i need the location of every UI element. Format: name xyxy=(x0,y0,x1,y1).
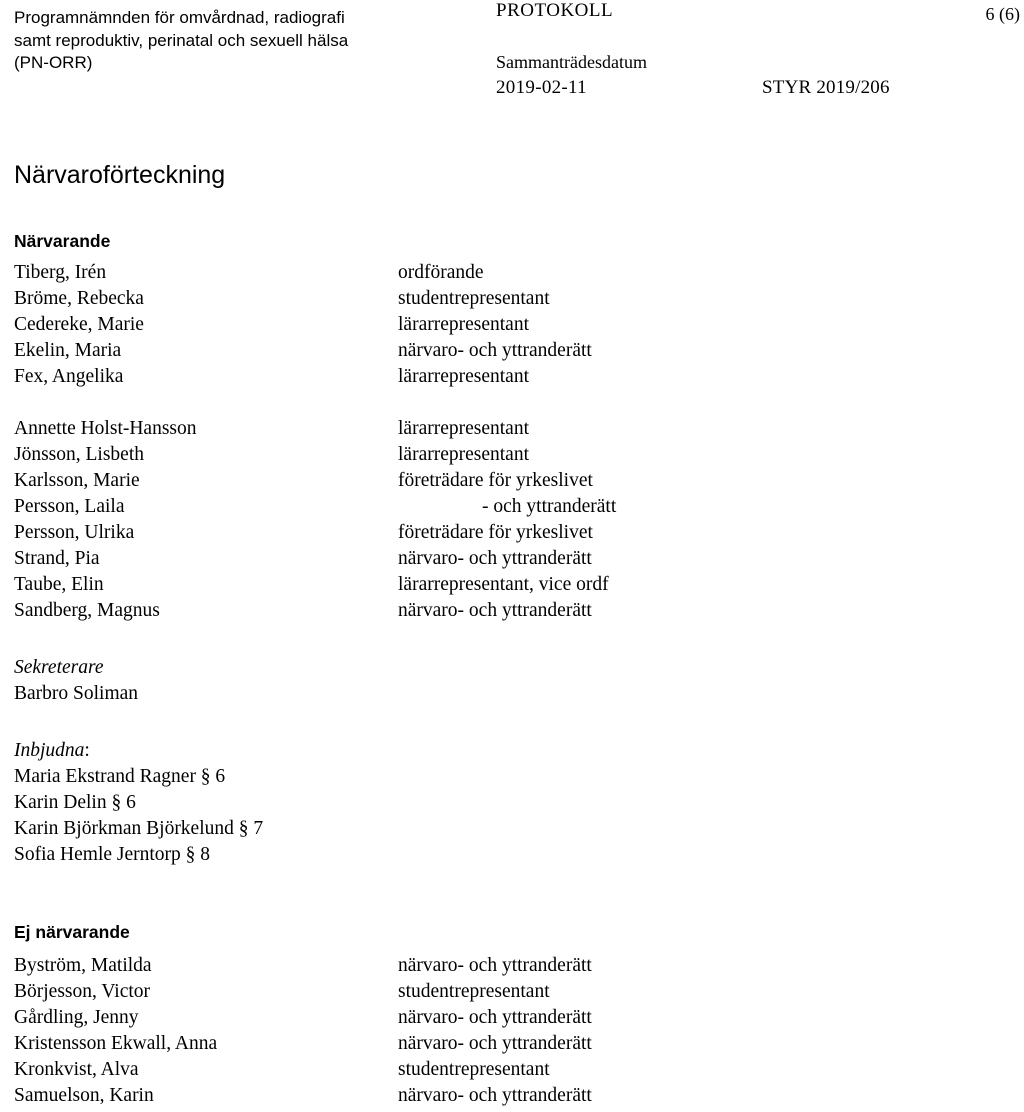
absent-name: Byström, Matilda xyxy=(14,955,152,976)
secretary-name: Barbro Soliman xyxy=(14,683,139,704)
present-heading: Närvarande xyxy=(14,231,111,251)
present-role: lärarrepresentant xyxy=(398,444,529,465)
present-role: lärarrepresentant, vice ordf xyxy=(398,574,609,595)
present-name: Fex, Angelika xyxy=(14,366,124,387)
present-roles xyxy=(398,260,616,624)
present-role: lärarrepresentant xyxy=(398,366,529,387)
absent-role: närvaro- och yttranderätt xyxy=(398,1085,592,1106)
secretary-heading: Sekreterare xyxy=(14,657,104,678)
absent-name: Kristensson Ekwall, Anna xyxy=(14,1033,218,1054)
page-title: Närvaroförteckning xyxy=(14,161,226,189)
invited-person: Karin Delin § 6 xyxy=(14,792,136,813)
organization-line: Programnämnden för omvårdnad, radiografi xyxy=(14,8,345,27)
present-name: Karlsson, Marie xyxy=(14,470,140,491)
invited-heading: Inbjudna xyxy=(14,740,85,761)
present-role: lärarrepresentant xyxy=(398,314,529,335)
present-role: ordförande xyxy=(398,262,484,283)
absent-role: närvaro- och yttranderätt xyxy=(398,1033,592,1054)
invited-section xyxy=(14,738,263,868)
present-name: Ekelin, Maria xyxy=(14,340,122,361)
present-role: närvaro- och yttranderätt xyxy=(398,548,592,569)
absent-roles xyxy=(398,953,592,1109)
present-name: Sandberg, Magnus xyxy=(14,600,160,621)
absent-heading: Ej närvarande xyxy=(14,922,130,942)
present-role: - och yttranderätt xyxy=(482,496,617,517)
present-name: Annette Holst-Hansson xyxy=(14,418,197,439)
present-role: närvaro- och yttranderätt xyxy=(398,600,592,621)
organization-line: samt reproduktiv, perinatal och sexuell hälsa xyxy=(14,30,349,50)
absent-name: Gårdling, Jenny xyxy=(14,1007,139,1028)
present-name: Persson, Laila xyxy=(14,496,125,517)
absent-role: närvaro- och yttranderätt xyxy=(398,1007,592,1028)
present-role: företrädare för yrkeslivet xyxy=(398,470,593,491)
absent-role: studentrepresentant xyxy=(398,1059,550,1080)
meeting-date-label: Sammanträdesdatum xyxy=(496,52,647,72)
present-name: Cedereke, Marie xyxy=(14,314,144,335)
organization-line: (PN-ORR) xyxy=(14,53,93,72)
invited-heading-colon: : xyxy=(84,740,90,761)
present-name: Bröme, Rebecka xyxy=(14,288,144,309)
present-role: lärarrepresentant xyxy=(398,418,529,439)
secretary-section xyxy=(14,655,138,707)
page-number: 6 (6) xyxy=(985,4,1020,24)
present-role: företrädare för yrkeslivet xyxy=(398,522,593,543)
present-names xyxy=(14,260,197,624)
absent-name: Börjesson, Victor xyxy=(14,981,151,1002)
absent-names xyxy=(14,953,217,1109)
document-number: STYR 2019/206 xyxy=(762,77,890,98)
present-name: Strand, Pia xyxy=(14,548,100,569)
present-name: Persson, Ulrika xyxy=(14,522,135,543)
present-role: studentrepresentant xyxy=(398,288,550,309)
invited-person: Sofia Hemle Jerntorp § 8 xyxy=(14,844,211,865)
present-name: Tiberg, Irén xyxy=(14,262,107,283)
present-name: Jönsson, Lisbeth xyxy=(14,444,145,465)
present-role: närvaro- och yttranderätt xyxy=(398,340,592,361)
present-name: Taube, Elin xyxy=(14,574,104,595)
invited-person: Karin Björkman Björkelund § 7 xyxy=(14,818,264,839)
absent-name: Kronkvist, Alva xyxy=(14,1059,139,1080)
absent-role: närvaro- och yttranderätt xyxy=(398,955,592,976)
invited-person: Maria Ekstrand Ragner § 6 xyxy=(14,766,226,787)
organization-name xyxy=(14,7,348,75)
absent-name: Samuelson, Karin xyxy=(14,1085,154,1106)
meeting-date: 2019-02-11 xyxy=(496,77,587,98)
document-type: PROTOKOLL xyxy=(496,0,614,21)
absent-role: studentrepresentant xyxy=(398,981,550,1002)
